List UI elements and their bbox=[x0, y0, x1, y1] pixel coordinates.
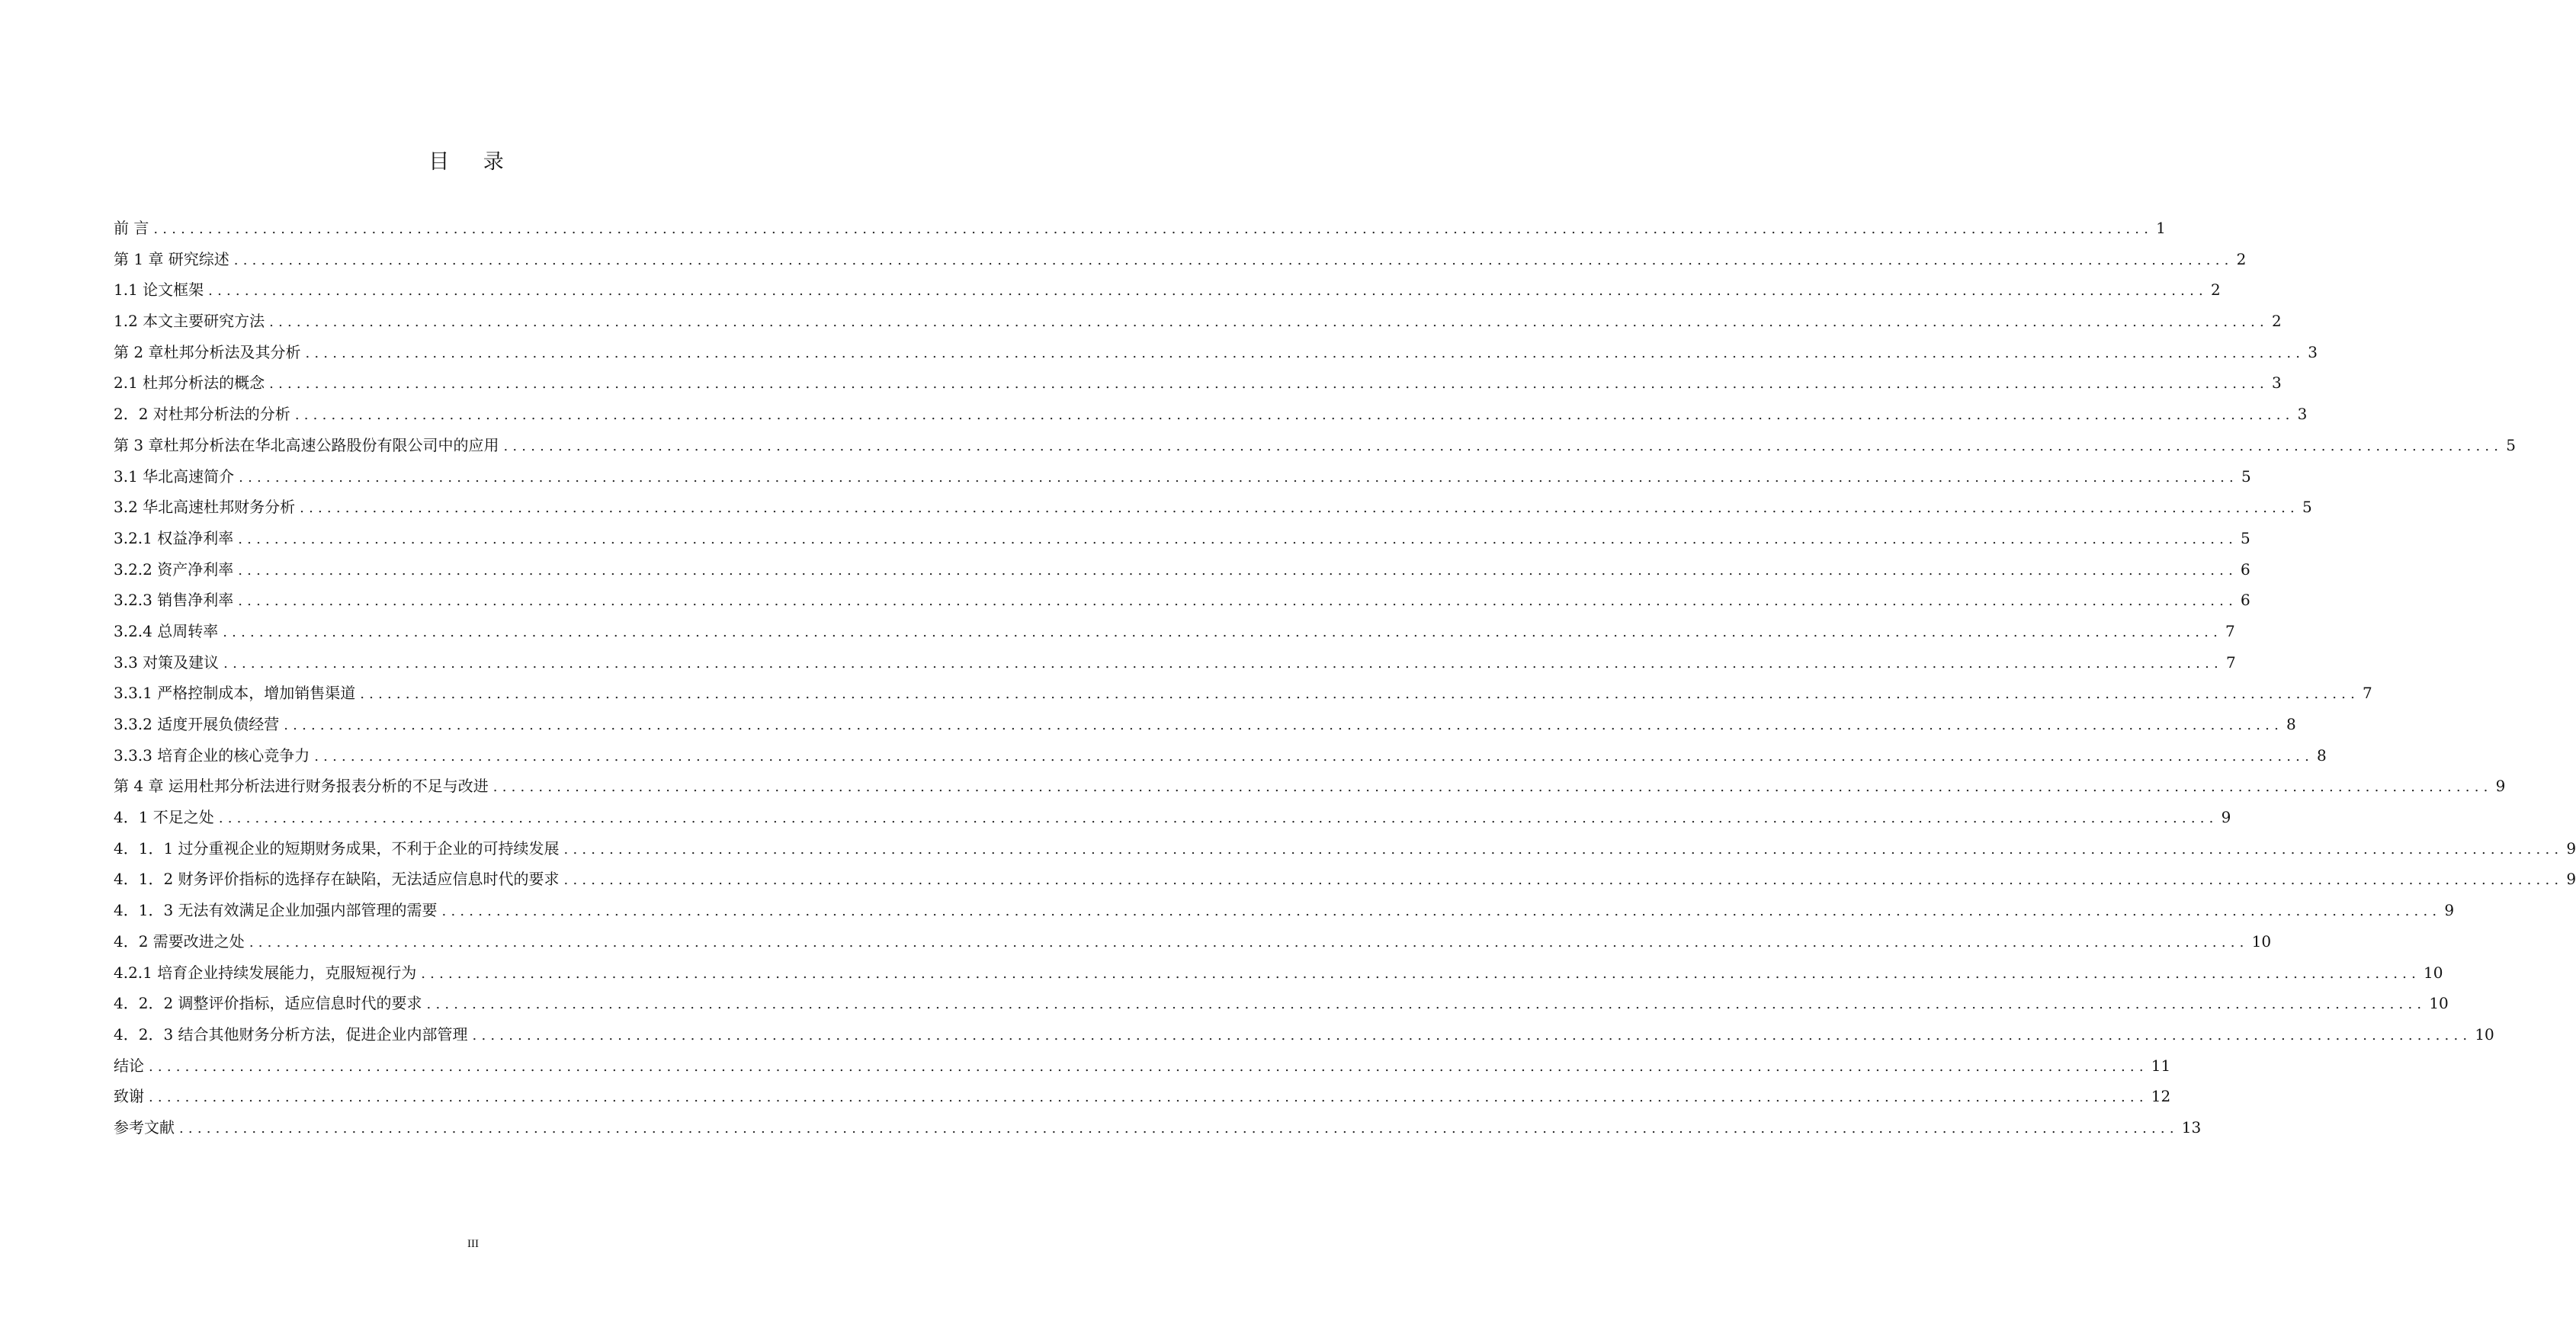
toc-dot-leader: ............................................................................................................................................................................................................................ bbox=[149, 1058, 2148, 1075]
toc-entry-page: 7 bbox=[2363, 684, 2372, 703]
toc-entry-page: 9 bbox=[2566, 838, 2576, 858]
toc-entry[interactable] bbox=[114, 402, 2308, 434]
toc-entry[interactable] bbox=[114, 341, 2318, 372]
toc-entry[interactable] bbox=[114, 495, 2312, 527]
toc-dot-leader: ............................................................................................................................................................................................................................ bbox=[360, 686, 2360, 703]
toc-entry-label: 3.2.1 权益净利率 bbox=[114, 528, 234, 547]
toc-entry-page: 5 bbox=[2241, 467, 2251, 486]
toc-entry-page: 5 bbox=[2506, 435, 2516, 454]
toc-dot-leader: ............................................................................................................................................................................................................................ bbox=[223, 655, 2223, 672]
toc-entry-label: 3.2.4 总周转率 bbox=[114, 621, 219, 640]
toc-entry-label: 结论 bbox=[114, 1056, 144, 1075]
toc-entry-label: 3.1 华北高速简介 bbox=[114, 467, 235, 486]
toc-dot-leader: ............................................................................................................................................................................................................................ bbox=[503, 438, 2504, 454]
toc-entry[interactable] bbox=[114, 774, 2506, 806]
toc-dot-leader: ............................................................................................................................................................................................................................ bbox=[238, 562, 2238, 579]
toc-entry-page: 6 bbox=[2241, 559, 2250, 579]
toc-entry-page: 10 bbox=[2424, 963, 2443, 982]
toc-entry-label: 3.2.3 销售净利率 bbox=[114, 591, 234, 610]
toc-entry[interactable] bbox=[114, 278, 2221, 309]
page-number: III bbox=[467, 1238, 479, 1250]
toc-entry-page: 5 bbox=[2302, 498, 2312, 517]
toc-dot-leader: ............................................................................................................................................................................................................................ bbox=[239, 469, 2238, 486]
toc-dot-leader: ............................................................................................................................................................................................................................ bbox=[269, 314, 2269, 331]
toc-entry-label: 4．1．3 无法有效满足企业加强内部管理的需要 bbox=[114, 901, 438, 920]
toc-entry[interactable] bbox=[114, 1085, 2171, 1116]
toc-entry-label: 第 2 章杜邦分析法及其分析 bbox=[114, 342, 301, 361]
toc-dot-leader: ............................................................................................................................................................................................................................ bbox=[421, 965, 2421, 982]
toc-entry[interactable] bbox=[114, 899, 2455, 930]
toc-dot-leader: ............................................................................................................................................................................................................................ bbox=[441, 903, 2442, 920]
toc-entry-label: 4．2．3 结合其他财务分析方法，促进企业内部管理 bbox=[114, 1024, 468, 1044]
toc-entry-page: 7 bbox=[2225, 652, 2236, 672]
toc-entry[interactable] bbox=[114, 651, 2236, 682]
toc-entry-page: 5 bbox=[2241, 528, 2250, 547]
toc-entry-label: 致谢 bbox=[114, 1087, 144, 1106]
toc-dot-leader: ............................................................................................................................................................................................................................ bbox=[269, 376, 2269, 393]
toc-entry-page: 8 bbox=[2286, 715, 2296, 733]
toc-dot-leader: ............................................................................................................................................................................................................................ bbox=[238, 593, 2238, 610]
toc-entry[interactable] bbox=[114, 588, 2250, 620]
toc-entry[interactable] bbox=[114, 1054, 2171, 1085]
toc-entry-label: 4．1 不足之处 bbox=[114, 808, 214, 827]
toc-dot-leader: ............................................................................................................................................................................................................................ bbox=[149, 1089, 2148, 1106]
toc-entry-page: 13 bbox=[2181, 1117, 2202, 1137]
toc-entry-page: 12 bbox=[2151, 1087, 2171, 1106]
toc-entry-page: 1 bbox=[2156, 219, 2166, 237]
toc-entry-page: 2 bbox=[2236, 249, 2247, 268]
toc-entry-page: 3 bbox=[2297, 405, 2308, 424]
toc-entry[interactable] bbox=[114, 992, 2449, 1023]
toc-entry-page: 3 bbox=[2308, 342, 2318, 361]
toc-entry-label: 4．1．2 财务评价指标的选择存在缺陷，无法适应信息时代的要求 bbox=[114, 870, 560, 889]
toc-dot-leader: ............................................................................................................................................................................................................................ bbox=[563, 841, 2564, 858]
toc-entry[interactable] bbox=[114, 558, 2250, 589]
toc-entry-page: 7 bbox=[2225, 621, 2235, 640]
toc-entry[interactable] bbox=[114, 1116, 2202, 1147]
toc-entry-label: 3.3.1 严格控制成本，增加销售渠道 bbox=[114, 684, 356, 703]
toc-entry-page: 8 bbox=[2317, 745, 2327, 765]
toc-entry-label: 3.3 对策及建议 bbox=[114, 652, 220, 672]
toc-dot-leader: ............................................................................................................................................................................................................................ bbox=[179, 1120, 2179, 1137]
toc-entry-page: 9 bbox=[2444, 901, 2455, 920]
toc-entry-page: 9 bbox=[2495, 777, 2506, 796]
toc-entry-label: 4．2 需要改进之处 bbox=[114, 931, 245, 951]
toc-entry[interactable] bbox=[114, 867, 2576, 899]
toc-entry-label: 3.2 华北高速杜邦财务分析 bbox=[114, 498, 296, 517]
toc-dot-leader: ............................................................................................................................................................................................................................ bbox=[563, 872, 2564, 889]
toc-entry-label: 2．2 对杜邦分析法的分析 bbox=[114, 405, 290, 424]
table-of-contents bbox=[114, 216, 2576, 1147]
toc-entry-label: 4．1．1 过分重视企业的短期财务成果，不利于企业的可持续发展 bbox=[114, 838, 560, 858]
toc-dot-leader: ............................................................................................................................................................................................................................ bbox=[305, 345, 2305, 361]
toc-entry-page: 3 bbox=[2271, 374, 2282, 393]
toc-entry-page: 9 bbox=[2221, 808, 2231, 827]
toc-entry[interactable] bbox=[114, 371, 2282, 402]
toc-dot-leader: ............................................................................................................................................................................................................................ bbox=[223, 624, 2223, 640]
toc-entry[interactable] bbox=[114, 527, 2250, 558]
toc-entry[interactable] bbox=[114, 309, 2282, 341]
toc-dot-leader: ............................................................................................................................................................................................................................ bbox=[218, 810, 2218, 827]
toc-entry[interactable] bbox=[114, 248, 2247, 279]
toc-entry[interactable] bbox=[114, 930, 2272, 961]
toc-entry-label: 3.3.3 培育企业的核心竞争力 bbox=[114, 745, 310, 765]
toc-entry-page: 11 bbox=[2151, 1056, 2171, 1075]
toc-entry[interactable] bbox=[114, 465, 2251, 496]
toc-entry-label: 3.3.2 适度开展负债经营 bbox=[114, 715, 280, 733]
toc-entry-page: 6 bbox=[2241, 591, 2250, 610]
toc-entry-page: 2 bbox=[2271, 312, 2282, 331]
toc-entry-page: 9 bbox=[2566, 870, 2576, 889]
toc-entry[interactable] bbox=[114, 216, 2166, 248]
toc-entry-label: 第 1 章 研究综述 bbox=[114, 249, 229, 268]
toc-entry[interactable] bbox=[114, 806, 2231, 837]
toc-dot-leader: ............................................................................................................................................................................................................................ bbox=[208, 283, 2208, 300]
toc-entry-page: 10 bbox=[2429, 994, 2449, 1013]
toc-entry-page: 2 bbox=[2210, 281, 2221, 300]
toc-entry[interactable] bbox=[114, 961, 2443, 992]
toc-entry-page: 10 bbox=[2475, 1024, 2494, 1044]
toc-entry-label: 1.1 论文框架 bbox=[114, 281, 204, 300]
toc-dot-leader: ............................................................................................................................................................................................................................ bbox=[153, 221, 2154, 237]
toc-dot-leader: ............................................................................................................................................................................................................................ bbox=[233, 252, 2234, 268]
toc-entry-label: 前 言 bbox=[114, 219, 149, 237]
toc-entry[interactable] bbox=[114, 837, 2576, 868]
toc-entry[interactable] bbox=[114, 620, 2235, 651]
toc-dot-leader: ............................................................................................................................................................................................................................ bbox=[314, 748, 2315, 765]
toc-entry-label: 1.2 本文主要研究方法 bbox=[114, 312, 265, 331]
toc-entry[interactable] bbox=[114, 713, 2296, 744]
toc-entry-label: 第 4 章 运用杜邦分析法进行财务报表分析的不足与改进 bbox=[114, 777, 489, 796]
toc-dot-leader: ............................................................................................................................................................................................................................ bbox=[472, 1027, 2472, 1044]
toc-dot-leader: ............................................................................................................................................................................................................................ bbox=[492, 779, 2493, 796]
toc-entry[interactable] bbox=[114, 1023, 2494, 1054]
toc-dot-leader: ............................................................................................................................................................................................................................ bbox=[294, 407, 2295, 424]
toc-entry-label: 3.2.2 资产净利率 bbox=[114, 559, 234, 579]
toc-dot-leader: ............................................................................................................................................................................................................................ bbox=[238, 531, 2238, 547]
toc-entry-label: 参考文献 bbox=[114, 1117, 175, 1137]
toc-entry-page: 10 bbox=[2251, 931, 2272, 951]
page-title: 目 录 bbox=[428, 150, 518, 174]
toc-dot-leader: ............................................................................................................................................................................................................................ bbox=[249, 934, 2249, 951]
toc-entry-label: 2.1 杜邦分析法的概念 bbox=[114, 374, 265, 393]
toc-dot-leader: ............................................................................................................................................................................................................................ bbox=[284, 717, 2284, 733]
toc-entry-label: 第 3 章杜邦分析法在华北高速公路股份有限公司中的应用 bbox=[114, 435, 499, 454]
toc-entry[interactable] bbox=[114, 434, 2516, 465]
toc-entry[interactable] bbox=[114, 681, 2372, 713]
toc-entry[interactable] bbox=[114, 744, 2327, 775]
toc-dot-leader: ............................................................................................................................................................................................................................ bbox=[426, 996, 2427, 1013]
toc-entry-label: 4．2．2 调整评价指标，适应信息时代的要求 bbox=[114, 994, 422, 1013]
toc-entry-label: 4.2.1 培育企业持续发展能力，克服短视行为 bbox=[114, 963, 417, 982]
toc-dot-leader: ............................................................................................................................................................................................................................ bbox=[300, 500, 2299, 517]
